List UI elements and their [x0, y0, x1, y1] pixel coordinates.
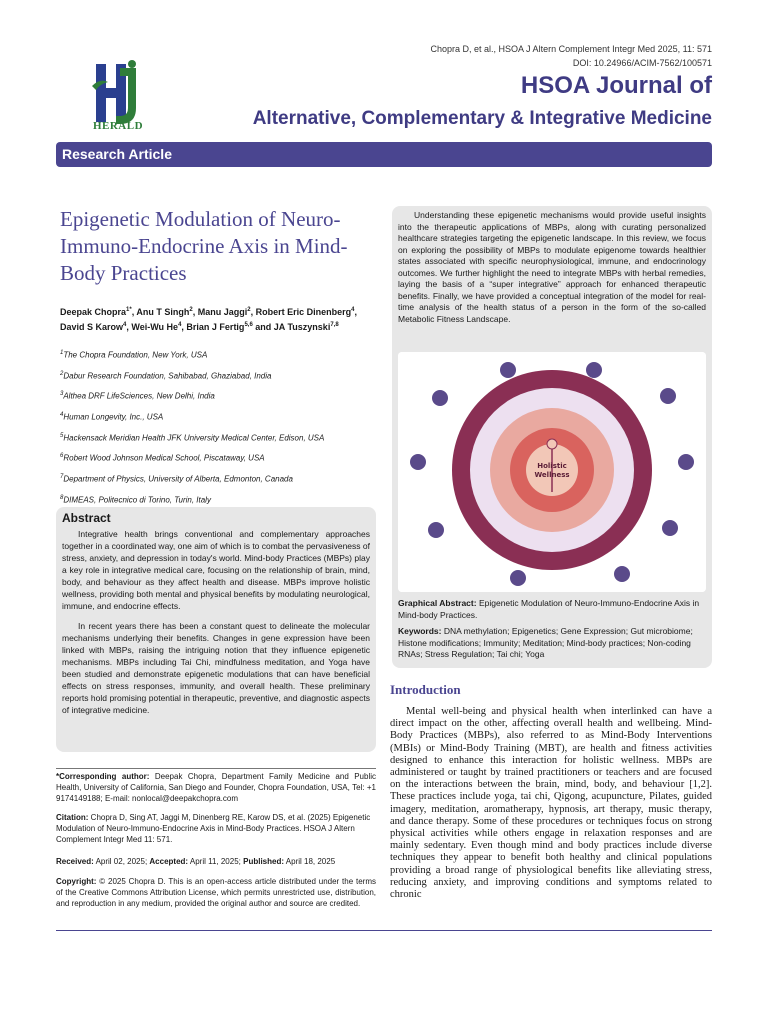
article-type-label: Research Article	[62, 146, 172, 162]
author: Brian J Fertig$^{5,6}$ and	[186, 322, 274, 332]
affiliation: $^4$Human Longevity, Inc., USA	[60, 411, 164, 422]
affiliation: $^3$Althea DRF LifeSciences, New Delhi, India	[60, 391, 215, 401]
header-doi[interactable]: DOI: 10.24966/ACIM-7562/100571	[572, 58, 712, 68]
abstract-continuation: Understanding these epigenetic mechanisms would provide useful insights into the therapeutic applications of MBPs, along with curating personalized healthcare strategies targeting the epigenetic landscape. In this review, we focus on exploring the possibility of MBPs to modulate epigenome towards healthier states associated with specific neurophysiological, immune, and endocrinology outcomes. We further highlight the need to integrate MBPs with herbal remedies, laying the basis of a “super integrative” approach for enhanced therapeutic benefits. Finally, we have provided a conceptual integration of the model for real-time analysis of the health status of a person in the form of the so-called Metabolic Fitness Landscape.	[398, 210, 706, 324]
reiki-icon	[428, 522, 444, 538]
keywords: Keywords: DNA methylation; Epigenetics; Gene Expression; Gut microbiome; Histone modifications; Immunity; Meditation; Mind-body practices; Non-coding RNAs; Stress Regulation; Tai chi; Yoga	[398, 626, 693, 659]
citation-block: Citation: Chopra D, Sing AT, Jaggi M, Dinenberg RE, Karow DS, et al. (2025) Epigenetic Modulation of Neuro-Immuno-Endocrine Axis in Mind-Body Practices. HSOA J Altern Complement Integr Med 11: 571.	[56, 813, 371, 844]
corresponding-author: *Corresponding author: Deepak Chopra, Department Family Medicine and Public Health, University of California, San Diego and Founder, Chopra Foundation, USA, Tel: +1 9174149188; E-mail: nonlocal@deepakchopra.com	[56, 768, 376, 804]
hypnotherapy-icon	[410, 454, 426, 470]
author: Manu Jaggi$^2$,	[197, 307, 256, 317]
graphical-abstract-image	[398, 352, 706, 592]
article-title: Epigenetic Modulation of Neuro-Immuno-Endocrine Axis in Mind-Body Practices	[60, 207, 348, 285]
copyright-notice: Copyright: © 2025 Chopra D. This is an open-access article distributed under the terms of the Creative Commons Attribution License, which permits unrestricted use, distribution, and reproduction in any medium, provided the original author and source are credited.	[56, 877, 377, 908]
yoga-icon	[660, 388, 676, 404]
article-type-banner	[56, 142, 712, 167]
introduction-heading: Introduction	[390, 682, 461, 697]
author-list	[60, 304, 370, 334]
author: Deepak Chopra$^{1*}$,	[60, 307, 137, 317]
mindfulness-icon	[678, 454, 694, 470]
abstract-heading: Abstract	[62, 511, 111, 525]
author: JA Tuszynski$^{7,8}$	[273, 322, 339, 332]
logo-text: HERALD	[92, 120, 144, 132]
introduction-paragraph: Mental well-being and physical health when interlinked can have a direct impact on the other, affecting overall health and wellbeing. Mind-Body Practices (MBPs), also referred to as Mind-Body Interventions (MBIs) or Mind-Body Training (MBT), are health and fitness activities designed to enhance this interaction for holistic wellness. MBPs are administered or taught by trained practitioners or teachers and are focused on the interactions between the brain, mind, body, and behaviour [1,2]. These practices include yoga, tai chi, Qigong, acupuncture, Pilates, guided imagery, meditation, aromatherapy, hypnosis, art therapy, music therapy, and dance therapy. Some of these procedures or techniques focus on strong physical activities while others engage in relaxation responses and are mainly sedentary. Even though mind and body practices include diverse techniques they appear to benefit both healthy and clinical populations providing a broad range of physiological benefits like alleviating stress, reducing anxiety, and improving conditions and symptoms related to chronic	[390, 706, 712, 901]
aroma-therapy-icon	[432, 390, 448, 406]
author: Wei-Wu He$^4$,	[131, 322, 187, 332]
acupuncture-icon	[662, 520, 678, 536]
affiliation: $^8$DIMEAS, Politecnico di Torino, Turin, Italy	[60, 494, 211, 505]
affiliation: $^6$Robert Wood Johnson Medical School, Piscataway, USA	[60, 453, 265, 463]
journal-name: HSOA Journal of	[520, 72, 712, 99]
abstract-paragraph: Integrative health brings conventional and complementary approaches together in a coordinated way, one aim of which is to combat the pervasiveness of stress, anxiety, and depression in today's world. Mind-body Practices (MBPs) play a key role in integrative medical care, focusing on the relationship of brain, mind, body, and behaviour as they affect health and disease. MBPs improve holistic wellness, providing both mental and physical benefits by modulating neurological, immune, and endocrine effects.	[62, 529, 370, 611]
header-citation: Chopra D, et al., HSOA J Altern Complement Integr Med 2025, 11: 571	[430, 44, 712, 54]
meditation-icon	[500, 362, 516, 378]
abstract-continuation-box	[392, 206, 712, 668]
figure-center-label: Holistic	[537, 462, 567, 470]
graphical-abstract-caption: Graphical Abstract: Epigenetic Modulation of Neuro-Immuno-Endocrine Axis in Mind-body Practices.	[398, 598, 700, 620]
affiliation: $^7$Department of Physics, University of Alberta, Edmonton, Canada	[60, 473, 293, 484]
abstract-box	[56, 507, 376, 752]
author: David S Karow$^4$,	[60, 322, 132, 332]
tai-chi-icon	[586, 362, 602, 378]
citation-header	[312, 42, 712, 70]
author: Anu T Singh$^2$,	[136, 307, 198, 317]
affiliation: $^5$Hackensack Meridian Health JFK University Medical Center, Edison, USA	[60, 432, 325, 443]
affiliation: $^2$Dabur Research Foundation, Sahibabad, Ghaziabad, India	[60, 370, 272, 381]
author: Robert Eric Dinenberg$^4$,	[255, 307, 357, 317]
journal-subtitle: Alternative, Complementary & Integrative Medicine	[252, 108, 712, 129]
abstract-paragraph: In recent years there has been a constant quest to delineate the molecular mechanisms underlying their benefits. Changes in gene expression have been linked with MBPs, raising the intriguing notion that they influence epigenetic mechanisms. MBPs including Tai Chi, mindfulness meditation, and Yoga have been studied and demonstrate epigenetic modulations that can have beneficial effects on stress responses, immunity, and overall health. These preliminary reports hold promising potential in therapeutic, preventive, and diagnostic aspects of integrative medicine.	[62, 621, 370, 715]
affiliation: $^1$The Chopra Foundation, New York, USA	[60, 350, 208, 360]
affiliation-list	[60, 348, 370, 513]
chiropractic-icon	[614, 566, 630, 582]
footer-divider	[56, 930, 712, 931]
graphical-abstract-figure	[398, 352, 706, 592]
body-massage-icon	[510, 570, 526, 586]
figure-center-label: Wellness	[534, 471, 570, 479]
publication-dates: Received: April 02, 2025; Accepted: April 11, 2025; Published: April 18, 2025	[56, 857, 336, 866]
